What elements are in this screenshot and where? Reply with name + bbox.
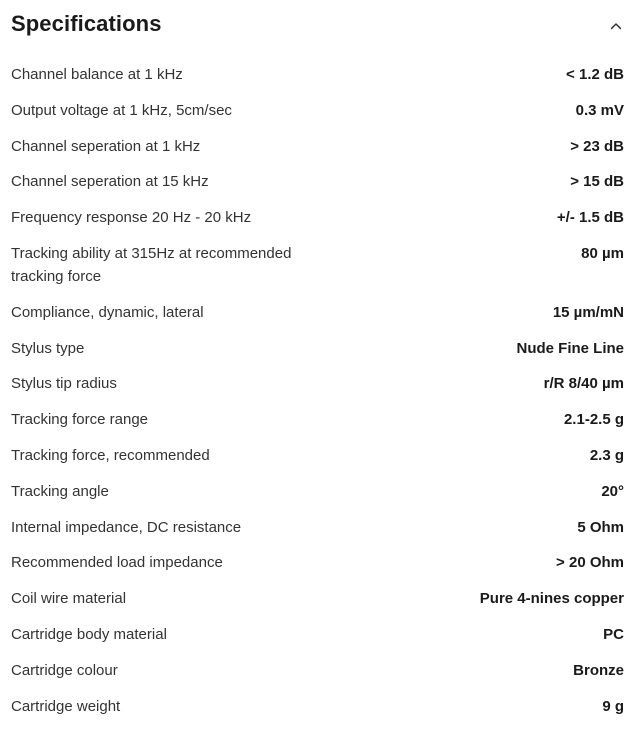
spec-value: < 1.2 dB xyxy=(566,66,624,83)
spec-row xyxy=(0,295,642,331)
spec-value: PC xyxy=(603,625,624,643)
spec-label: Stylus type xyxy=(11,339,85,357)
spec-row xyxy=(0,402,642,438)
chevron-up-icon[interactable] xyxy=(604,14,628,38)
spec-value: 20° xyxy=(601,482,624,500)
spec-value: Nude Fine Line xyxy=(516,339,624,357)
spec-row xyxy=(0,129,642,165)
spec-row xyxy=(0,581,642,617)
spec-list xyxy=(0,57,642,724)
spec-label: Recommended load impedance xyxy=(11,554,223,572)
spec-value: 2.1-2.5 g xyxy=(563,411,624,429)
spec-label: Cartridge colour xyxy=(11,661,118,679)
spec-row xyxy=(0,474,642,510)
spec-label: Channel balance at 1 kHz xyxy=(11,66,183,83)
spec-value: r/R 8/40 µm xyxy=(543,375,624,393)
spec-row xyxy=(0,545,642,581)
spec-value: Bronze xyxy=(573,661,624,679)
spec-row xyxy=(0,57,642,93)
spec-label: Tracking ability at 315Hz at recommended tracking force xyxy=(11,244,292,285)
spec-label: Channel seperation at 1 kHz xyxy=(11,137,201,155)
spec-label: Output voltage at 1 kHz, 5cm/sec xyxy=(11,101,232,119)
spec-value: 5 Ohm xyxy=(577,518,624,536)
spec-label: Frequency response 20 Hz - 20 kHz xyxy=(11,209,252,227)
spec-label: Coil wire material xyxy=(11,590,127,608)
spec-label: Channel seperation at 15 kHz xyxy=(11,173,209,191)
section-title: Specifications xyxy=(11,11,162,36)
spec-value: 2.3 g xyxy=(589,446,624,464)
spec-value: > 15 dB xyxy=(570,173,624,191)
spec-row xyxy=(0,164,642,200)
spec-row xyxy=(0,653,642,689)
spec-value: 80 µm xyxy=(581,244,624,262)
spec-label: Stylus tip radius xyxy=(11,375,117,393)
specifications-header[interactable] xyxy=(0,0,642,52)
spec-value: > 20 Ohm xyxy=(556,554,624,572)
spec-row xyxy=(0,200,642,236)
spec-value: > 23 dB xyxy=(570,137,624,155)
spec-row xyxy=(0,366,642,402)
spec-row xyxy=(0,617,642,653)
spec-label: Tracking force, recommended xyxy=(11,446,210,464)
spec-label: Cartridge weight xyxy=(11,697,121,715)
spec-label: Tracking angle xyxy=(11,482,109,500)
spec-value: +/- 1.5 dB xyxy=(556,209,624,227)
spec-value: Pure 4-nines copper xyxy=(479,590,624,608)
spec-label: Cartridge body material xyxy=(11,625,167,643)
spec-row xyxy=(0,93,642,129)
spec-label: Compliance, dynamic, lateral xyxy=(11,303,204,321)
spec-row xyxy=(0,331,642,367)
spec-value: 9 g xyxy=(602,697,624,715)
spec-label: Tracking force range xyxy=(11,411,149,429)
spec-row xyxy=(0,236,642,295)
spec-row xyxy=(0,510,642,546)
spec-row xyxy=(0,689,642,725)
spec-value: 15 µm/mN xyxy=(552,303,624,321)
spec-label: Internal impedance, DC resistance xyxy=(11,518,242,536)
spec-value: 0.3 mV xyxy=(575,101,624,119)
spec-row xyxy=(0,438,642,474)
